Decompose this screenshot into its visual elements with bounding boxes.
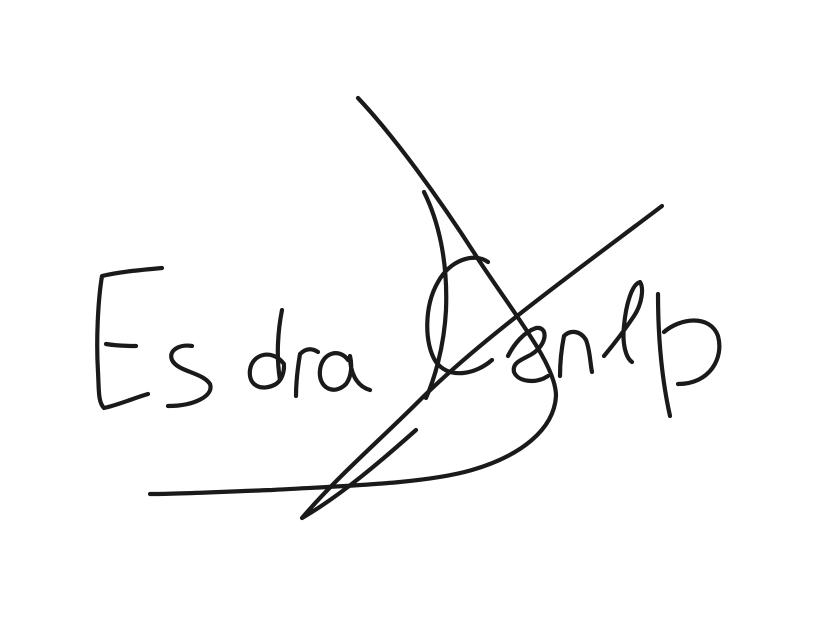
signature-stroke-slash: [302, 206, 662, 518]
signature-stroke-r: [296, 349, 318, 396]
signature-stroke-n: [560, 332, 592, 376]
signature-stroke-s: [168, 346, 211, 406]
signature-stroke-a: [320, 353, 370, 390]
signature-stroke-d: [250, 310, 284, 388]
signature-stroke-sweep: [150, 98, 556, 494]
signature-stroke-e: [97, 268, 162, 408]
signature-stroke-p: [658, 294, 719, 416]
signature-stroke-l: [604, 282, 642, 362]
